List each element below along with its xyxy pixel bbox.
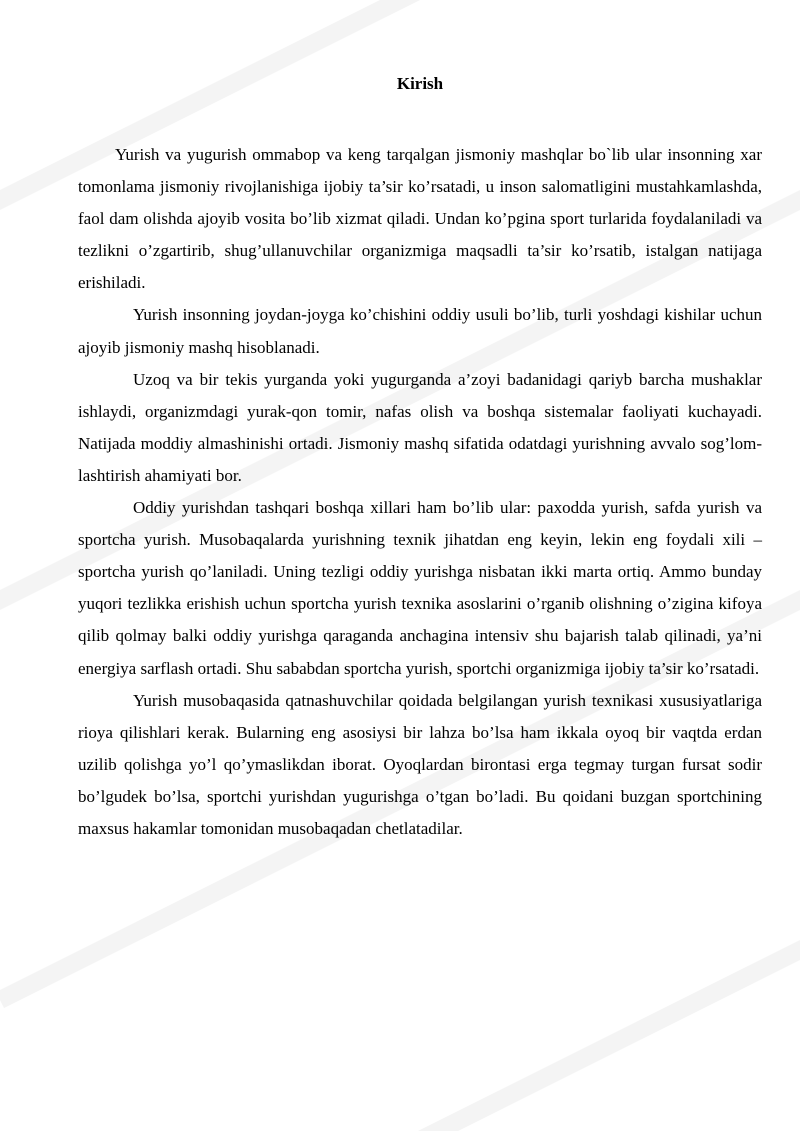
- paragraph-1: Yurish va yugurish ommabop va keng tarqalgan jismoniy mashqlar bo`lib ular insonning xar tomonlama jismoniy rivojlanishiga ijobiy ta’sir ko’rsatadi, u inson salomatligini mustahkamlashda, faol dam olishda ajoyib vosita bo’lib xizmat qiladi. Undan ko’pgina sport turlarida foydalaniladi va tezlikni o’zgartirib, shug’ullanuvchilar organizmiga maqsadli ta’sir ko’rsatib, istalgan natijaga erishiladi.: [78, 145, 762, 293]
- paragraph-4: Oddiy yurishdan tashqari boshqa xillari ham bo’lib ular: paxodda yurish, safda yurish va sportcha yurish. Musobaqalarda yurishning texnik jihatdan eng keyin, lekin eng foydali xili – sportcha yurish qo’laniladi. Uning tezligi oddiy yurishga nisbatan ikki marta ortiq. Ammo bunday yuqori tezlikka erishish uchun sportcha yurish texnika asoslarini o’rganib olishning o’zigina kifoya qilib qolmay balki oddiy yurishga qaraganda anchagina intensiv shu bajarish talab qilinadi, ya’ni energiya sarflash ortadi. Shu sababdan sportcha yurish, sportchi organizmiga ijobiy ta’sir ko’rsatadi.: [78, 498, 762, 678]
- page-title: Kirish: [396, 74, 444, 93]
- paragraph-5: Yurish musobaqasida qatnashuvchilar qoidada belgilangan yurish texnikasi xususiyatlariga rioya qilishlari kerak. Bularning eng asosiysi bir lahza bo’lsa ham ikkala oyoq bir vaqtda erdan uzilib qolishga yo’l qo’ymaslikdan iborat. Oyoqlardan birontasi erga tegmay turgan fursat sodir bo’lgudek bo’lsa, sportchi yurishdan yugurishga o’tgan bo’ladi. Bu qoidani buzgan sportchining maxsus hakamlar tomonidan musobaqadan chetlatadilar.: [78, 690, 762, 838]
- paragraph-3: Uzoq va bir tekis yurganda yoki yugurganda a’zoyi badanidagi qariyb barcha mushaklar ishlaydi, organizmdagi yurak-qon tomir, nafas olish va boshqa sistemalar faoliyati kuchayadi. Natijada moddiy almashinishi ortadi. Jismoniy mashq sifatida odatdagi yurishning avvalo sog’lom-lashtirish ahamiyati bor.: [78, 369, 762, 485]
- paragraph-2: Yurish insonning joydan-joyga ko’chishini oddiy usuli bo’lib, turli yoshdagi kishilar uchun ajoyib jismoniy mashq hisoblanadi.: [78, 305, 762, 357]
- body-text: [78, 139, 762, 845]
